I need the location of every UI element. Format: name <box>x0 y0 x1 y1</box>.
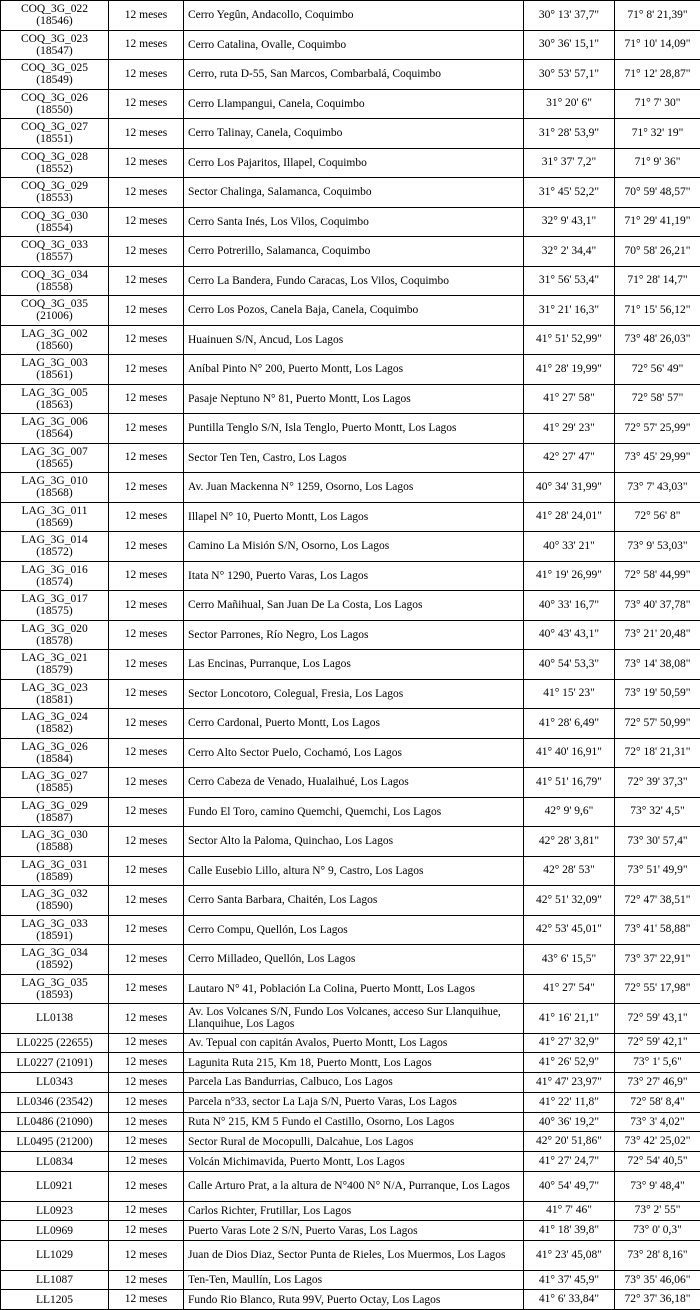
location-cell: Cerro Yegûn, Andacollo, Coquimbo <box>184 1 524 31</box>
table-row <box>1 1112 700 1132</box>
longitude-cell: 73° 3' 4,02" <box>615 1112 700 1132</box>
location-cell: Lautaro N° 41, Población La Colina, Puerto Montt, Los Lagos <box>184 974 524 1004</box>
location-cell: Calle Arturo Prat, a la altura de N°400 N° N/A, Purranque, Los Lagos <box>184 1172 524 1202</box>
site-code-cell: LAG_3G_020 (18578) <box>1 620 109 650</box>
location-cell: Juan de Dios Diaz, Sector Punta de Rieles, Los Muermos, Los Lagos <box>184 1241 524 1271</box>
duration-cell: 12 meses <box>109 1221 184 1241</box>
table-row <box>1 856 700 886</box>
table-row <box>1 1 700 31</box>
site-code-cell: LAG_3G_006 (18564) <box>1 414 109 444</box>
table-row <box>1 266 700 296</box>
site-code-cell: COQ_3G_023 (18547) <box>1 30 109 60</box>
longitude-cell: 73° 41' 58,88" <box>615 915 700 945</box>
site-code-cell: LAG_3G_034 (18592) <box>1 945 109 975</box>
duration-cell: 12 meses <box>109 738 184 768</box>
table-row <box>1 30 700 60</box>
duration-cell: 12 meses <box>109 119 184 149</box>
latitude-cell: 41° 26' 52,9" <box>524 1053 615 1073</box>
duration-cell: 12 meses <box>109 1004 184 1034</box>
duration-cell: 12 meses <box>109 679 184 709</box>
longitude-cell: 73° 9' 48,4" <box>615 1172 700 1202</box>
longitude-cell: 73° 30' 57,4" <box>615 827 700 857</box>
longitude-cell: 73° 7' 43,03" <box>615 473 700 503</box>
duration-cell: 12 meses <box>109 1241 184 1271</box>
longitude-cell: 73° 2' 55" <box>615 1201 700 1221</box>
duration-cell: 12 meses <box>109 148 184 178</box>
longitude-cell: 71° 9' 36" <box>615 148 700 178</box>
duration-cell: 12 meses <box>109 266 184 296</box>
longitude-cell: 73° 0' 0,3" <box>615 1221 700 1241</box>
latitude-cell: 42° 51' 32,09" <box>524 886 615 916</box>
longitude-cell: 72° 54' 40,5" <box>615 1152 700 1172</box>
table-row <box>1 650 700 680</box>
location-cell: Puntilla Tenglo S/N, Isla Tenglo, Puerto Montt, Los Lagos <box>184 414 524 444</box>
table-row <box>1 414 700 444</box>
location-cell: Cerro Cabeza de Venado, Hualaihué, Los Lagos <box>184 768 524 798</box>
table-row <box>1 207 700 237</box>
latitude-cell: 41° 27' 24,7" <box>524 1152 615 1172</box>
site-code-cell: LAG_3G_026 (18584) <box>1 738 109 768</box>
longitude-cell: 73° 37' 22,91" <box>615 945 700 975</box>
location-cell: Sector Loncotoro, Colegual, Fresia, Los Lagos <box>184 679 524 709</box>
latitude-cell: 32° 2' 34,4" <box>524 237 615 267</box>
location-cell: Fundo Rio Blanco, Ruta 99V, Puerto Octay, Los Lagos <box>184 1290 524 1310</box>
latitude-cell: 41° 7' 46" <box>524 1201 615 1221</box>
duration-cell: 12 meses <box>109 60 184 90</box>
longitude-cell: 72° 57' 25,99" <box>615 414 700 444</box>
table-row <box>1 1152 700 1172</box>
location-cell: Cerro Los Pozos, Canela Baja, Canela, Coquimbo <box>184 296 524 326</box>
duration-cell: 12 meses <box>109 1201 184 1221</box>
longitude-cell: 73° 27' 46,9" <box>615 1073 700 1093</box>
site-code-cell: LAG_3G_017 (18575) <box>1 591 109 621</box>
table-row <box>1 1290 700 1310</box>
site-code-cell: COQ_3G_028 (18552) <box>1 148 109 178</box>
table-row <box>1 1053 700 1073</box>
duration-cell: 12 meses <box>109 443 184 473</box>
location-cell: Aníbal Pinto N° 200, Puerto Montt, Los Lagos <box>184 355 524 385</box>
longitude-cell: 72° 59' 42,1" <box>615 1033 700 1053</box>
site-code-cell: LAG_3G_014 (18572) <box>1 532 109 562</box>
duration-cell: 12 meses <box>109 207 184 237</box>
location-cell: Las Encinas, Purranque, Los Lagos <box>184 650 524 680</box>
table-row <box>1 1073 700 1093</box>
latitude-cell: 31° 56' 53,4" <box>524 266 615 296</box>
latitude-cell: 41° 22' 11,8" <box>524 1092 615 1112</box>
site-code-cell: COQ_3G_035 (21006) <box>1 296 109 326</box>
longitude-cell: 70° 58' 26,21" <box>615 237 700 267</box>
table-row <box>1 797 700 827</box>
longitude-cell: 73° 51' 49,9" <box>615 856 700 886</box>
latitude-cell: 41° 28' 19,99" <box>524 355 615 385</box>
site-code-cell: COQ_3G_034 (18558) <box>1 266 109 296</box>
duration-cell: 12 meses <box>109 1 184 31</box>
duration-cell: 12 meses <box>109 237 184 267</box>
longitude-cell: 73° 19' 50,59" <box>615 679 700 709</box>
latitude-cell: 41° 27' 54" <box>524 974 615 1004</box>
latitude-cell: 41° 16' 21,1" <box>524 1004 615 1034</box>
duration-cell: 12 meses <box>109 1152 184 1172</box>
latitude-cell: 31° 21' 16,3" <box>524 296 615 326</box>
longitude-cell: 72° 58' 44,99" <box>615 561 700 591</box>
site-code-cell: LL0969 <box>1 1221 109 1241</box>
duration-cell: 12 meses <box>109 1112 184 1132</box>
latitude-cell: 42° 28' 53" <box>524 856 615 886</box>
table-row <box>1 532 700 562</box>
longitude-cell: 73° 35' 46,06" <box>615 1270 700 1290</box>
table-row <box>1 1221 700 1241</box>
table-row <box>1 945 700 975</box>
site-code-cell: LAG_3G_010 (18568) <box>1 473 109 503</box>
site-code-cell: LAG_3G_024 (18582) <box>1 709 109 739</box>
location-cell: Ruta N° 215, KM 5 Fundo el Castillo, Osorno, Los Lagos <box>184 1112 524 1132</box>
latitude-cell: 42° 28' 3,81" <box>524 827 615 857</box>
site-code-cell: LL0227 (21091) <box>1 1053 109 1073</box>
latitude-cell: 41° 28' 6,49" <box>524 709 615 739</box>
longitude-cell: 73° 48' 26,03" <box>615 325 700 355</box>
site-code-cell: LL1029 <box>1 1241 109 1271</box>
location-cell: Parcela Las Bandurrias, Calbuco, Los Lagos <box>184 1073 524 1093</box>
duration-cell: 12 meses <box>109 856 184 886</box>
longitude-cell: 70° 59' 48,57" <box>615 178 700 208</box>
location-cell: Ten-Ten, Maullín, Los Lagos <box>184 1270 524 1290</box>
table-row <box>1 384 700 414</box>
duration-cell: 12 meses <box>109 1053 184 1073</box>
site-code-cell: LL0923 <box>1 1201 109 1221</box>
table-row <box>1 89 700 119</box>
site-code-cell: COQ_3G_033 (18557) <box>1 237 109 267</box>
latitude-cell: 41° 27' 58" <box>524 384 615 414</box>
location-cell: Cerro Milladeo, Quellón, Los Lagos <box>184 945 524 975</box>
table-row <box>1 473 700 503</box>
longitude-cell: 72° 56' 49" <box>615 355 700 385</box>
location-cell: Av. Los Volcanes S/N, Fundo Los Volcanes, acceso Sur Llanquihue, Llanquihue, Los Lagos <box>184 1004 524 1034</box>
latitude-cell: 42° 27' 47" <box>524 443 615 473</box>
duration-cell: 12 meses <box>109 325 184 355</box>
latitude-cell: 41° 15' 23" <box>524 679 615 709</box>
location-cell: Cerro Potrerillo, Salamanca, Coquimbo <box>184 237 524 267</box>
location-cell: Lagunita Ruta 215, Km 18, Puerto Montt, Los Lagos <box>184 1053 524 1073</box>
duration-cell: 12 meses <box>109 178 184 208</box>
location-cell: Puerto Varas Lote 2 S/N, Puerto Varas, Los Lagos <box>184 1221 524 1241</box>
duration-cell: 12 meses <box>109 296 184 326</box>
longitude-cell: 71° 29' 41,19" <box>615 207 700 237</box>
latitude-cell: 31° 37' 7,2" <box>524 148 615 178</box>
table-row <box>1 1270 700 1290</box>
latitude-cell: 30° 36' 15,1" <box>524 30 615 60</box>
location-cell: Cerro Santa Inés, Los Vilos, Coquimbo <box>184 207 524 237</box>
table-row <box>1 1132 700 1152</box>
duration-cell: 12 meses <box>109 797 184 827</box>
table-row <box>1 237 700 267</box>
longitude-cell: 72° 57' 50,99" <box>615 709 700 739</box>
latitude-cell: 43° 6' 15,5" <box>524 945 615 975</box>
site-code-cell: LL0138 <box>1 1004 109 1034</box>
duration-cell: 12 meses <box>109 620 184 650</box>
longitude-cell: 71° 10' 14,09" <box>615 30 700 60</box>
site-code-cell: LAG_3G_011 (18569) <box>1 502 109 532</box>
location-cell: Pasaje Neptuno N° 81, Puerto Montt, Los Lagos <box>184 384 524 414</box>
duration-cell: 12 meses <box>109 384 184 414</box>
site-code-cell: LL1205 <box>1 1290 109 1310</box>
site-code-cell: LAG_3G_029 (18587) <box>1 797 109 827</box>
location-cell: Fundo El Toro, camino Quemchi, Quemchi, Los Lagos <box>184 797 524 827</box>
longitude-cell: 72° 39' 37,3" <box>615 768 700 798</box>
duration-cell: 12 meses <box>109 502 184 532</box>
latitude-cell: 40° 54' 49,7" <box>524 1172 615 1202</box>
latitude-cell: 41° 29' 23" <box>524 414 615 444</box>
site-code-cell: LAG_3G_027 (18585) <box>1 768 109 798</box>
longitude-cell: 71° 28' 14,7" <box>615 266 700 296</box>
duration-cell: 12 meses <box>109 1172 184 1202</box>
longitude-cell: 72° 58' 57" <box>615 384 700 414</box>
location-cell: Cerro Alto Sector Puelo, Cochamó, Los Lagos <box>184 738 524 768</box>
longitude-cell: 73° 14' 38,08" <box>615 650 700 680</box>
latitude-cell: 41° 6' 33,84" <box>524 1290 615 1310</box>
table-row <box>1 561 700 591</box>
site-code-cell: LAG_3G_007 (18565) <box>1 443 109 473</box>
table-row <box>1 827 700 857</box>
location-cell: Cerro Talinay, Canela, Coquimbo <box>184 119 524 149</box>
longitude-cell: 72° 58' 8,4" <box>615 1092 700 1112</box>
duration-cell: 12 meses <box>109 89 184 119</box>
duration-cell: 12 meses <box>109 1033 184 1053</box>
location-cell: Cerro Compu, Quellón, Los Lagos <box>184 915 524 945</box>
duration-cell: 12 meses <box>109 1073 184 1093</box>
location-cell: Itata N° 1290, Puerto Varas, Los Lagos <box>184 561 524 591</box>
latitude-cell: 30° 53' 57,1" <box>524 60 615 90</box>
latitude-cell: 40° 34' 31,99" <box>524 473 615 503</box>
site-code-cell: COQ_3G_027 (18551) <box>1 119 109 149</box>
location-cell: Volcán Michimavida, Puerto Montt, Los Lagos <box>184 1152 524 1172</box>
site-code-cell: LAG_3G_035 (18593) <box>1 974 109 1004</box>
site-code-cell: LL0834 <box>1 1152 109 1172</box>
duration-cell: 12 meses <box>109 827 184 857</box>
duration-cell: 12 meses <box>109 886 184 916</box>
duration-cell: 12 meses <box>109 30 184 60</box>
longitude-cell: 71° 8' 21,39" <box>615 1 700 31</box>
table-row <box>1 60 700 90</box>
table-row <box>1 1004 700 1034</box>
table-row <box>1 148 700 178</box>
latitude-cell: 41° 28' 24,01" <box>524 502 615 532</box>
longitude-cell: 73° 32' 4,5" <box>615 797 700 827</box>
location-cell: Huainuen S/N, Ancud, Los Lagos <box>184 325 524 355</box>
latitude-cell: 42° 53' 45,01" <box>524 915 615 945</box>
longitude-cell: 73° 28' 8,16" <box>615 1241 700 1271</box>
table-row <box>1 709 700 739</box>
location-cell: Cerro Llampangui, Canela, Coquimbo <box>184 89 524 119</box>
duration-cell: 12 meses <box>109 1270 184 1290</box>
table-row <box>1 886 700 916</box>
table-row <box>1 443 700 473</box>
duration-cell: 12 meses <box>109 591 184 621</box>
longitude-cell: 73° 1' 5,6" <box>615 1053 700 1073</box>
location-cell: Cerro Los Pajaritos, Illapel, Coquimbo <box>184 148 524 178</box>
site-code-cell: LAG_3G_016 (18574) <box>1 561 109 591</box>
longitude-cell: 72° 59' 43,1" <box>615 1004 700 1034</box>
latitude-cell: 41° 51' 16,79" <box>524 768 615 798</box>
location-cell: Av. Juan Mackenna N° 1259, Osorno, Los Lagos <box>184 473 524 503</box>
table-row <box>1 591 700 621</box>
location-cell: Cerro Mañihual, San Juan De La Costa, Los Lagos <box>184 591 524 621</box>
latitude-cell: 40° 36' 19,2" <box>524 1112 615 1132</box>
latitude-cell: 40° 54' 53,3" <box>524 650 615 680</box>
duration-cell: 12 meses <box>109 709 184 739</box>
duration-cell: 12 meses <box>109 945 184 975</box>
latitude-cell: 41° 47' 23,97" <box>524 1073 615 1093</box>
location-cell: Cerro Santa Barbara, Chaitén, Los Lagos <box>184 886 524 916</box>
latitude-cell: 42° 9' 9,6" <box>524 797 615 827</box>
latitude-cell: 41° 18' 39,8" <box>524 1221 615 1241</box>
latitude-cell: 40° 33' 21" <box>524 532 615 562</box>
table-row <box>1 1241 700 1271</box>
site-code-cell: LAG_3G_023 (18581) <box>1 679 109 709</box>
table-row <box>1 178 700 208</box>
duration-cell: 12 meses <box>109 414 184 444</box>
table-row <box>1 1092 700 1112</box>
latitude-cell: 41° 37' 45,9" <box>524 1270 615 1290</box>
site-code-cell: LAG_3G_003 (18561) <box>1 355 109 385</box>
longitude-cell: 71° 15' 56,12" <box>615 296 700 326</box>
longitude-cell: 72° 55' 17,98" <box>615 974 700 1004</box>
location-cell: Camino La Misión S/N, Osorno, Los Lagos <box>184 532 524 562</box>
duration-cell: 12 meses <box>109 532 184 562</box>
duration-cell: 12 meses <box>109 974 184 1004</box>
latitude-cell: 41° 40' 16,91" <box>524 738 615 768</box>
location-cell: Carlos Richter, Frutillar, Los Lagos <box>184 1201 524 1221</box>
location-cell: Sector Parrones, Río Negro, Los Lagos <box>184 620 524 650</box>
table-row <box>1 974 700 1004</box>
latitude-cell: 40° 33' 16,7" <box>524 591 615 621</box>
duration-cell: 12 meses <box>109 473 184 503</box>
latitude-cell: 41° 51' 52,99" <box>524 325 615 355</box>
latitude-cell: 41° 27' 32,9" <box>524 1033 615 1053</box>
duration-cell: 12 meses <box>109 650 184 680</box>
site-code-cell: LL0921 <box>1 1172 109 1202</box>
site-code-cell: LAG_3G_005 (18563) <box>1 384 109 414</box>
longitude-cell: 72° 56' 8" <box>615 502 700 532</box>
table-row <box>1 915 700 945</box>
site-code-cell: LAG_3G_033 (18591) <box>1 915 109 945</box>
longitude-cell: 71° 32' 19" <box>615 119 700 149</box>
latitude-cell: 31° 45' 52,2" <box>524 178 615 208</box>
location-cell: Sector Alto la Paloma, Quinchao, Los Lagos <box>184 827 524 857</box>
location-cell: Cerro Cardonal, Puerto Montt, Los Lagos <box>184 709 524 739</box>
site-code-cell: COQ_3G_029 (18553) <box>1 178 109 208</box>
table-row <box>1 1201 700 1221</box>
latitude-cell: 42° 20' 51,86" <box>524 1132 615 1152</box>
longitude-cell: 71° 7' 30" <box>615 89 700 119</box>
longitude-cell: 73° 9' 53,03" <box>615 532 700 562</box>
latitude-cell: 31° 28' 53,9" <box>524 119 615 149</box>
longitude-cell: 72° 47' 38,51" <box>615 886 700 916</box>
longitude-cell: 72° 37' 36,18" <box>615 1290 700 1310</box>
sites-table-body <box>1 1 700 1310</box>
latitude-cell: 41° 19' 26,99" <box>524 561 615 591</box>
table-row <box>1 296 700 326</box>
location-cell: Parcela n°33, sector La Laja S/N, Puerto Varas, Los Lagos <box>184 1092 524 1112</box>
site-code-cell: LAG_3G_032 (18590) <box>1 886 109 916</box>
latitude-cell: 41° 23' 45,08" <box>524 1241 615 1271</box>
site-code-cell: LAG_3G_030 (18588) <box>1 827 109 857</box>
location-cell: Illapel N° 10, Puerto Montt, Los Lagos <box>184 502 524 532</box>
location-cell: Sector Chalinga, Salamanca, Coquimbo <box>184 178 524 208</box>
site-code-cell: COQ_3G_022 (18546) <box>1 1 109 31</box>
duration-cell: 12 meses <box>109 561 184 591</box>
latitude-cell: 30° 13' 37,7" <box>524 1 615 31</box>
location-cell: Cerro, ruta D-55, San Marcos, Combarbalá, Coquimbo <box>184 60 524 90</box>
table-row <box>1 355 700 385</box>
duration-cell: 12 meses <box>109 1092 184 1112</box>
location-cell: Sector Rural de Mocopulli, Dalcahue, Los Lagos <box>184 1132 524 1152</box>
longitude-cell: 73° 40' 37,78" <box>615 591 700 621</box>
longitude-cell: 73° 21' 20,48" <box>615 620 700 650</box>
duration-cell: 12 meses <box>109 355 184 385</box>
table-row <box>1 620 700 650</box>
longitude-cell: 71° 12' 28,87" <box>615 60 700 90</box>
duration-cell: 12 meses <box>109 768 184 798</box>
table-row <box>1 679 700 709</box>
location-cell: Calle Eusebio Lillo, altura N° 9, Castro, Los Lagos <box>184 856 524 886</box>
site-code-cell: LL0343 <box>1 1073 109 1093</box>
longitude-cell: 72° 18' 21,31" <box>615 738 700 768</box>
site-code-cell: LAG_3G_021 (18579) <box>1 650 109 680</box>
site-code-cell: COQ_3G_026 (18550) <box>1 89 109 119</box>
site-code-cell: LL0486 (21090) <box>1 1112 109 1132</box>
site-code-cell: LL0495 (21200) <box>1 1132 109 1152</box>
table-row <box>1 119 700 149</box>
table-row <box>1 1033 700 1053</box>
table-row <box>1 1172 700 1202</box>
site-code-cell: LL0225 (22655) <box>1 1033 109 1053</box>
site-code-cell: LAG_3G_031 (18589) <box>1 856 109 886</box>
location-cell: Sector Ten Ten, Castro, Los Lagos <box>184 443 524 473</box>
duration-cell: 12 meses <box>109 915 184 945</box>
table-row <box>1 768 700 798</box>
table-row <box>1 738 700 768</box>
location-cell: Cerro Catalina, Ovalle, Coquimbo <box>184 30 524 60</box>
latitude-cell: 40° 43' 43,1" <box>524 620 615 650</box>
latitude-cell: 31° 20' 6" <box>524 89 615 119</box>
table-row <box>1 325 700 355</box>
table-row <box>1 502 700 532</box>
site-code-cell: COQ_3G_025 (18549) <box>1 60 109 90</box>
duration-cell: 12 meses <box>109 1132 184 1152</box>
site-code-cell: LAG_3G_002 (18560) <box>1 325 109 355</box>
longitude-cell: 73° 42' 25,02" <box>615 1132 700 1152</box>
location-cell: Av. Tepual con capitán Avalos, Puerto Montt, Los Lagos <box>184 1033 524 1053</box>
duration-cell: 12 meses <box>109 1290 184 1310</box>
location-cell: Cerro La Bandera, Fundo Caracas, Los Vilos, Coquimbo <box>184 266 524 296</box>
site-code-cell: COQ_3G_030 (18554) <box>1 207 109 237</box>
site-code-cell: LL0346 (23542) <box>1 1092 109 1112</box>
site-code-cell: LL1087 <box>1 1270 109 1290</box>
latitude-cell: 32° 9' 43,1" <box>524 207 615 237</box>
longitude-cell: 73° 45' 29,99" <box>615 443 700 473</box>
